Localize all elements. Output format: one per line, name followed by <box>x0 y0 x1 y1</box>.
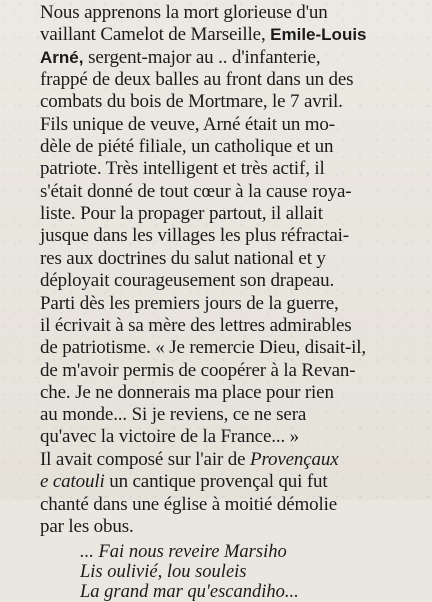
article-line <box>22 471 424 493</box>
article-text: Il avait composé sur l'air de <box>40 449 246 471</box>
article-line: liste. Pour la propager partout, il allait <box>40 203 323 225</box>
article-line <box>22 24 424 46</box>
article-line: de m'avoir permis de coopérer à la Revan- <box>40 359 356 381</box>
article-line: che. Je ne donnerais ma place pour rien <box>40 381 334 403</box>
article-line: patriote. Très intelligent et très actif, il <box>40 158 325 180</box>
article-text: sergent-major au .. d'infanterie, <box>88 46 321 68</box>
article-line: de patriotisme. « Je remercie Dieu, disait-il, <box>40 337 367 359</box>
article-line: Parti dès les premiers jours de la guerre, <box>40 292 339 314</box>
article-line: Fils unique de veuve, Arné était un mo- <box>40 113 335 135</box>
article-line <box>22 47 424 69</box>
article-paragraph-letters <box>22 293 424 449</box>
provencal-song-excerpt <box>80 542 424 602</box>
soldier-surname: Arné, <box>40 47 84 67</box>
article-line: qu'avec la victoire de la France... » <box>40 426 300 448</box>
article-line: au monde... Si je reviens, ce ne sera <box>40 404 307 426</box>
article-line <box>22 449 424 471</box>
song-line: ... Fai nous reveire Marsiho <box>80 542 287 563</box>
article-line: dèle de piété filiale, un catholique et un <box>40 136 334 158</box>
article-line: s'était donné de tout cœur à la cause roya- <box>40 180 352 202</box>
song-line: Lis oulivié, lou souleis <box>80 562 247 583</box>
article-line: res aux doctrines du salut national et y <box>40 247 326 269</box>
article-line: par les obus. <box>40 516 134 537</box>
song-title-part-2: e catouli <box>40 471 105 493</box>
article-text: un cantique provençal qui fut <box>109 471 328 493</box>
article-line: jusque dans les villages les plus réfractai- <box>40 225 349 247</box>
article-line: combats du bois de Mortmare, le 7 avril. <box>40 91 343 113</box>
song-title-part-1: Provençaux <box>249 449 339 471</box>
soldier-name: Emile-Louis <box>270 25 367 45</box>
article-paragraph-biography <box>22 114 424 292</box>
article-line: il écrivait à sa mère des lettres admirables <box>40 314 352 336</box>
song-line: La grand mar qu'escandiho... <box>80 582 299 602</box>
article-line: Nous apprenons la mort glorieuse d'un <box>40 2 328 23</box>
article-paragraph-hymn <box>22 449 424 538</box>
article-line: chanté dans une église à moitié démolie <box>40 493 337 515</box>
article-line: déployait courageusement son drapeau. <box>40 269 335 291</box>
article-text: vaillant Camelot de Marseille, <box>40 24 266 46</box>
article-paragraph-death-announcement <box>22 2 424 113</box>
article-line: frappé de deux balles au front dans un des <box>40 68 354 90</box>
